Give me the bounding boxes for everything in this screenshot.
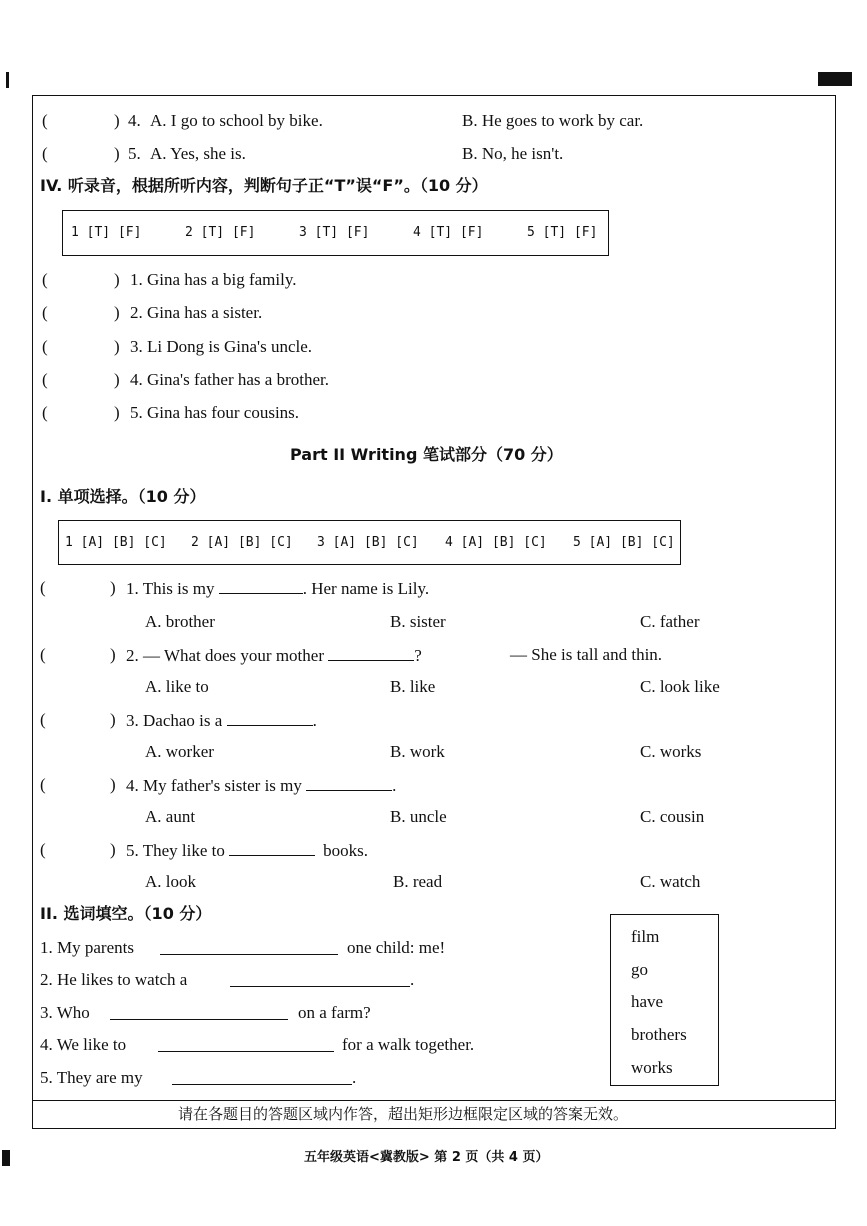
word-bank-item: go xyxy=(631,960,648,979)
notice-text: 请在各题目的答题区域内作答，超出矩形边框限定区域的答案无效。 xyxy=(178,1105,629,1123)
fill-pre: 5. They are my xyxy=(40,1068,143,1087)
list-item: 5. Gina has four cousins. xyxy=(130,403,300,422)
answer-cell-4[interactable]: 4 [T] [F] xyxy=(413,225,484,240)
part-2-title: Part II Writing 笔试部分（70 分） xyxy=(290,445,563,464)
option-b: B. sister xyxy=(390,612,446,631)
list-item: 3. Li Dong is Gina's uncle. xyxy=(130,337,313,356)
stem-post: ? xyxy=(414,646,422,665)
corner-mark-bottom-left xyxy=(2,1150,10,1166)
stem-post: . Her name is Lily. xyxy=(302,579,430,598)
word-bank-item: brothers xyxy=(631,1025,687,1044)
stem-post: . xyxy=(392,776,397,795)
stem-pre: 3. Dachao is a xyxy=(126,711,223,730)
answer-blank[interactable] xyxy=(160,939,338,955)
section-4-answer-box xyxy=(62,210,609,256)
answer-blank[interactable] xyxy=(230,971,410,987)
frame-bottom-line xyxy=(32,1128,836,1129)
section-2-title: II. 选词填空。（10 分） xyxy=(40,904,212,923)
option-c: C. watch xyxy=(640,872,701,891)
question-reply: — She is tall and thin. xyxy=(510,645,663,664)
answer-cell-3[interactable]: 3 [T] [F] xyxy=(299,225,370,240)
option-b: B. read xyxy=(393,872,443,891)
answer-paren: ( xyxy=(42,337,48,356)
fill-post: on a farm? xyxy=(298,1003,371,1022)
question-stem xyxy=(126,710,317,731)
section-4-title: IV. 听录音，根据所听内容，判断句子正“T”误“F”。（10 分） xyxy=(40,176,488,195)
word-bank-item: works xyxy=(631,1058,673,1077)
list-item: 2. Gina has a sister. xyxy=(130,303,263,322)
list-item: 1. Gina has a big family. xyxy=(130,270,297,289)
list-item: 4. Gina's father has a brother. xyxy=(130,370,329,389)
answer-paren: ) xyxy=(114,270,120,289)
option-a: A. look xyxy=(145,872,196,891)
stem-pre: 4. My father's sister is my xyxy=(126,776,302,795)
answer-paren: ) xyxy=(110,645,116,664)
item-number: 5. xyxy=(128,144,141,163)
fill-pre: 4. We like to xyxy=(40,1035,127,1054)
answer-blank[interactable] xyxy=(328,645,414,661)
word-bank-item: film xyxy=(631,927,660,946)
option-a: A. Yes, she is. xyxy=(150,144,246,163)
option-c: C. cousin xyxy=(640,807,705,826)
answer-cell-4[interactable]: 4 [A] [B] [C] xyxy=(445,535,547,550)
answer-paren: ( xyxy=(40,775,46,794)
answer-paren: ( xyxy=(40,710,46,729)
fill-post: . xyxy=(410,970,415,989)
answer-paren: ( xyxy=(40,645,46,664)
answer-blank[interactable] xyxy=(110,1004,288,1020)
answer-blank[interactable] xyxy=(219,578,303,594)
fill-pre: 3. Who xyxy=(40,1003,90,1022)
answer-paren: ) xyxy=(114,337,120,356)
answer-blank[interactable] xyxy=(306,775,392,791)
answer-paren: ) xyxy=(110,710,116,729)
answer-paren: ) xyxy=(110,578,116,597)
section-1-answer-box xyxy=(58,520,681,565)
answer-paren-close: ) xyxy=(114,111,120,130)
answer-paren: ) xyxy=(114,303,120,322)
option-b: B. work xyxy=(390,742,445,761)
answer-paren-open: ( xyxy=(42,144,48,163)
answer-paren: ) xyxy=(114,370,120,389)
option-b: B. No, he isn't. xyxy=(462,144,564,163)
option-c: C. works xyxy=(640,742,702,761)
fill-post: for a walk together. xyxy=(342,1035,475,1054)
corner-mark-right xyxy=(818,72,852,86)
word-bank-item: have xyxy=(631,992,664,1011)
stem-pre: 5. They like to xyxy=(126,841,225,860)
fill-pre: 1. My parents xyxy=(40,938,134,957)
answer-cell-5[interactable]: 5 [T] [F] xyxy=(527,225,598,240)
option-a: A. brother xyxy=(145,612,215,631)
answer-cell-2[interactable]: 2 [T] [F] xyxy=(185,225,256,240)
question-stem xyxy=(126,578,429,599)
answer-paren-open: ( xyxy=(42,111,48,130)
fill-pre: 2. He likes to watch a xyxy=(40,970,188,989)
page-footer: 五年级英语<冀教版> 第 2 页（共 4 页） xyxy=(304,1150,549,1165)
stem-pre: 2. — What does your mother xyxy=(126,646,324,665)
stem-pre: 1. This is my xyxy=(126,579,215,598)
answer-cell-3[interactable]: 3 [A] [B] [C] xyxy=(317,535,419,550)
answer-paren-close: ) xyxy=(114,144,120,163)
answer-paren: ) xyxy=(110,840,116,859)
option-a: A. like to xyxy=(145,677,209,696)
option-b: B. He goes to work by car. xyxy=(462,111,644,130)
answer-cell-1[interactable]: 1 [T] [F] xyxy=(71,225,142,240)
option-a: A. worker xyxy=(145,742,214,761)
answer-blank[interactable] xyxy=(172,1069,352,1085)
answer-paren: ) xyxy=(114,403,120,422)
option-a: A. I go to school by bike. xyxy=(150,111,323,130)
question-stem xyxy=(126,840,368,861)
option-c: C. look like xyxy=(640,677,720,696)
stem-post: . xyxy=(312,711,317,730)
answer-paren: ( xyxy=(42,403,48,422)
notice-top-line xyxy=(32,1100,836,1101)
answer-paren: ( xyxy=(40,840,46,859)
fill-post: . xyxy=(352,1068,357,1087)
answer-blank[interactable] xyxy=(227,710,313,726)
fill-post: one child: me! xyxy=(347,938,446,957)
answer-paren: ( xyxy=(42,303,48,322)
stem-post: books. xyxy=(323,841,368,860)
option-b: B. like xyxy=(390,677,436,696)
answer-paren: ( xyxy=(40,578,46,597)
answer-paren: ( xyxy=(42,370,48,389)
answer-cell-1[interactable]: 1 [A] [B] [C] xyxy=(65,535,167,550)
section-1-title: I. 单项选择。（10 分） xyxy=(40,487,206,506)
option-b: B. uncle xyxy=(390,807,447,826)
answer-blank[interactable] xyxy=(158,1036,334,1052)
answer-cell-2[interactable]: 2 [A] [B] [C] xyxy=(191,535,293,550)
option-c: C. father xyxy=(640,612,700,631)
question-stem xyxy=(126,645,422,666)
option-a: A. aunt xyxy=(145,807,196,826)
answer-cell-5[interactable]: 5 [A] [B] [C] xyxy=(573,535,675,550)
word-bank xyxy=(610,914,719,1086)
answer-paren: ( xyxy=(42,270,48,289)
item-number: 4. xyxy=(128,111,141,130)
answer-paren: ) xyxy=(110,775,116,794)
question-stem xyxy=(126,775,396,796)
answer-blank[interactable] xyxy=(229,840,315,856)
corner-mark-left xyxy=(6,72,9,88)
